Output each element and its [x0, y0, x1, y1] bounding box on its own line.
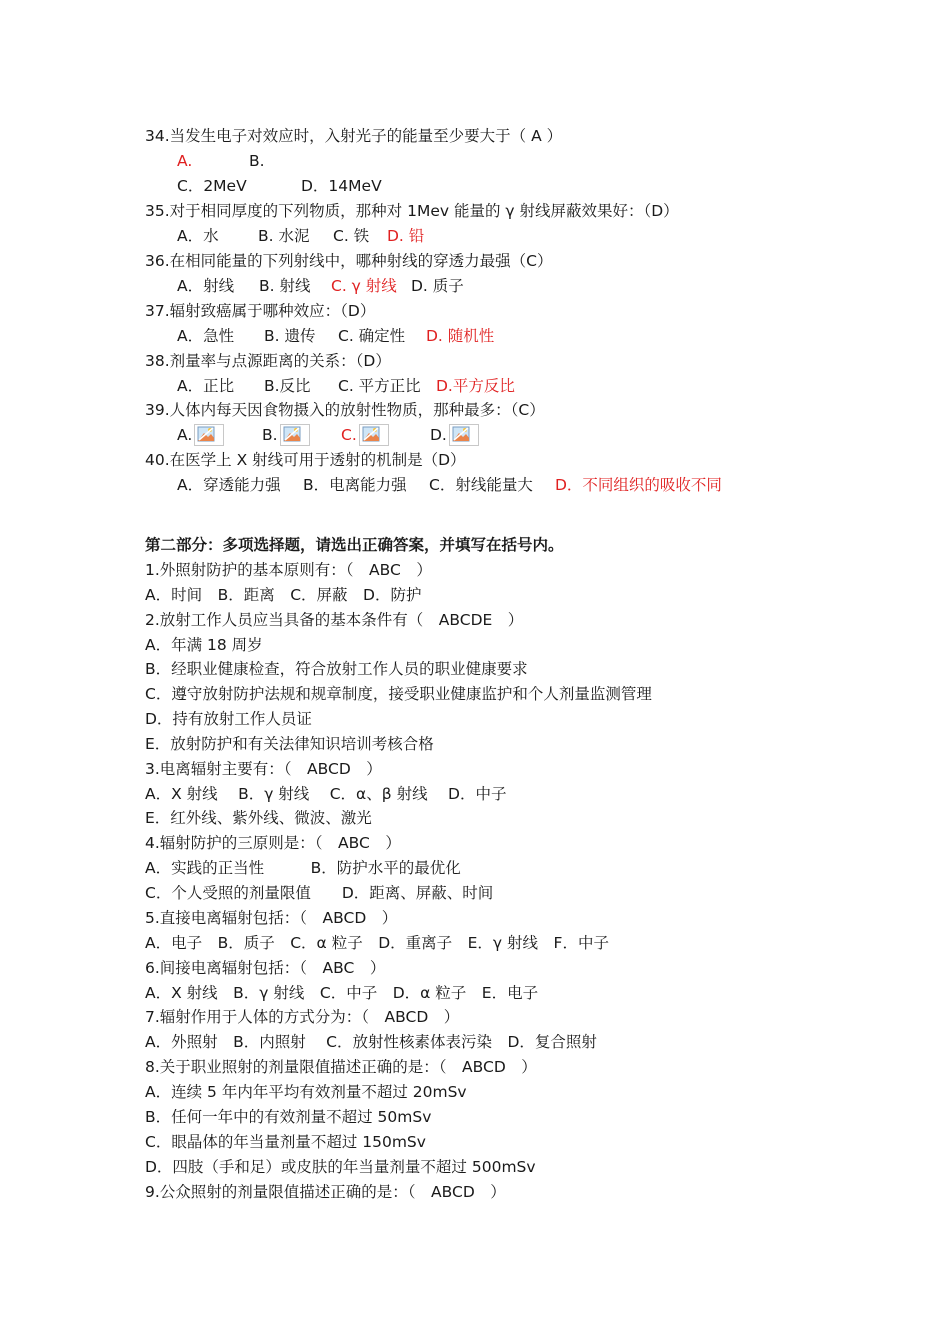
option-c: C．2MeV — [177, 177, 247, 195]
option-d: D．不同组织的吸收不同 — [555, 476, 722, 494]
option-d: D. 铅 — [387, 227, 425, 245]
part-2-line: C．眼晶体的年当量剂量不超过 150mSv — [145, 1133, 426, 1151]
question-39-stem: 39.人体内每天因食物摄入的放射性物质，那种最多：（C） — [145, 401, 545, 419]
option-a: A．急性 — [177, 327, 235, 345]
part-2-line: A．年满 18 周岁 — [145, 636, 263, 654]
option-d: D.平方反比 — [436, 377, 515, 395]
option-b: B．电离能力强 — [303, 476, 407, 494]
part-2-line: 8.关于职业照射的剂量限值描述正确的是：（ ABCD ） — [145, 1058, 537, 1076]
option-d: D. 质子 — [411, 277, 464, 295]
part-2-line: B．任何一年中的有效剂量不超过 50mSv — [145, 1108, 432, 1126]
broken-image-icon — [194, 424, 224, 446]
option-b: B. 射线 — [259, 277, 311, 295]
option-b: B. 水泥 — [258, 227, 310, 245]
option-c: C. 确定性 — [338, 327, 406, 345]
option-b: B.反比 — [264, 377, 311, 395]
option-a: A．水 — [177, 227, 219, 245]
part-2-line: D．持有放射工作人员证 — [145, 710, 312, 728]
part-2-line: A．X 射线 B．γ 射线 C．α、β 射线 D．中子 — [145, 785, 507, 803]
option-a: A. — [177, 423, 224, 447]
part-2-line: 1.外照射防护的基本原则有：（ ABC ） — [145, 561, 432, 579]
option-b: B. — [262, 423, 310, 447]
question-35-stem: 35.对于相同厚度的下列物质，那种对 1Mev 能量的 γ 射线屏蔽效果好：（D） — [145, 202, 679, 220]
option-c: C. — [341, 423, 389, 447]
part-2-line: E．红外线、紫外线、微波、激光 — [145, 809, 372, 827]
part-2-line: 4.辐射防护的三原则是：（ ABC ） — [145, 834, 401, 852]
part-2-line: A．实践的正当性 B．防护水平的最优化 — [145, 859, 461, 877]
broken-image-icon — [280, 424, 310, 446]
option-c: C. 平方正比 — [338, 377, 421, 395]
option-c: C. 铁 — [333, 227, 370, 245]
part-2-line: A．X 射线 B．γ 射线 C．中子 D．α 粒子 E．电子 — [145, 984, 539, 1002]
question-36-stem: 36.在相同能量的下列射线中，哪种射线的穿透力最强（C） — [145, 252, 553, 270]
part-2-line: 3.电离辐射主要有：（ ABCD ） — [145, 760, 382, 778]
option-a: A．射线 — [177, 277, 235, 295]
option-a: A．正比 — [177, 377, 235, 395]
option-a: A. — [177, 152, 193, 170]
part-2-line: A．电子 B．质子 C．α 粒子 D．重离子 E．γ 射线 F．中子 — [145, 934, 609, 952]
option-d: D. — [430, 423, 479, 447]
question-37-stem: 37.辐射致癌属于哪种效应：（D） — [145, 302, 376, 320]
part-2-line: 5.直接电离辐射包括：（ ABCD ） — [145, 909, 398, 927]
part-2-line: A．外照射 B．内照射 C．放射性核素体表污染 D．复合照射 — [145, 1033, 597, 1051]
part-2-line: 9.公众照射的剂量限值描述正确的是：（ ABCD ） — [145, 1183, 506, 1201]
option-d: D．14MeV — [301, 177, 382, 195]
option-a: A．穿透能力强 — [177, 476, 281, 494]
part-2-line: 6.间接电离辐射包括：（ ABC ） — [145, 959, 386, 977]
question-40-stem: 40.在医学上 X 射线可用于透射的机制是（D） — [145, 451, 466, 469]
option-c: C．射线能量大 — [429, 476, 533, 494]
option-c: C. γ 射线 — [331, 277, 397, 295]
question-34-stem: 34.当发生电子对效应时，入射光子的能量至少要大于（ A ） — [145, 127, 563, 145]
question-38-stem: 38.剂量率与点源距离的关系：（D） — [145, 352, 391, 370]
part-2-line: C．遵守放射防护法规和规章制度，接受职业健康监护和个人剂量监测管理 — [145, 685, 652, 703]
part-2-line: D．四肢（手和足）或皮肤的年当量剂量不超过 500mSv — [145, 1158, 536, 1176]
part-2-heading: 第二部分：多项选择题，请选出正确答案，并填写在括号内。 — [145, 536, 564, 554]
option-d: D. 随机性 — [426, 327, 495, 345]
part-2-line: B．经职业健康检查，符合放射工作人员的职业健康要求 — [145, 660, 528, 678]
part-2-line: 2.放射工作人员应当具备的基本条件有（ ABCDE ） — [145, 611, 524, 629]
part-2-line: 7.辐射作用于人体的方式分为：（ ABCD ） — [145, 1008, 460, 1026]
part-2-line: A．连续 5 年内年平均有效剂量不超过 20mSv — [145, 1083, 467, 1101]
part-2-line: A．时间 B．距离 C．屏蔽 D．防护 — [145, 586, 422, 604]
broken-image-icon — [359, 424, 389, 446]
option-b: B. — [249, 152, 265, 170]
option-b: B. 遗传 — [264, 327, 316, 345]
part-2-line: E．放射防护和有关法律知识培训考核合格 — [145, 735, 434, 753]
broken-image-icon — [449, 424, 479, 446]
part-2-line: C．个人受照的剂量限值 D．距离、屏蔽、时间 — [145, 884, 494, 902]
